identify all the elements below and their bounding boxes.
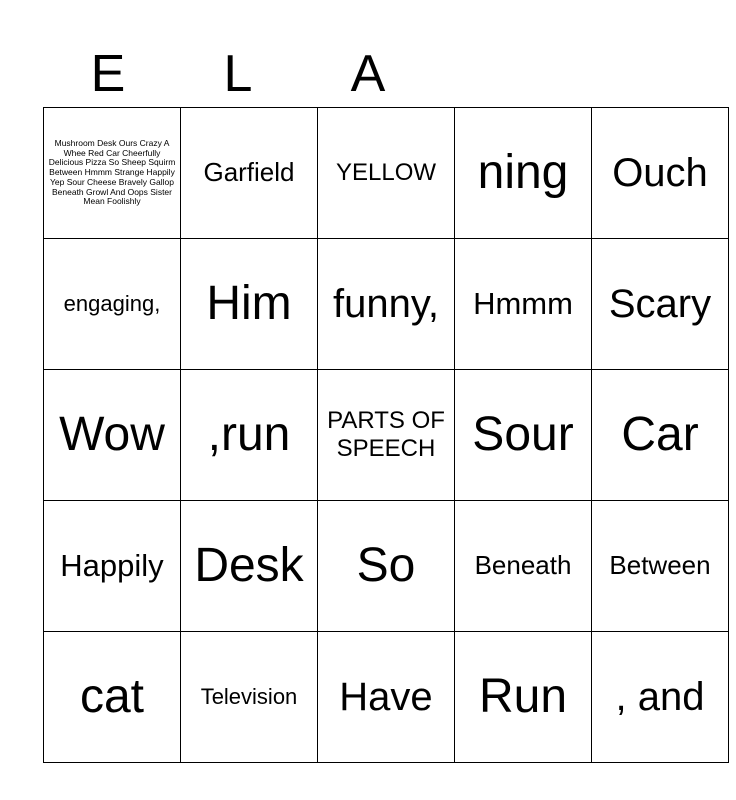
bingo-cell[interactable]: Him — [181, 239, 318, 370]
bingo-cell[interactable]: Scary — [592, 239, 729, 370]
bingo-cell[interactable]: Television — [181, 632, 318, 763]
bingo-cell[interactable]: ning — [455, 108, 592, 239]
header-letter-l: L — [223, 45, 253, 103]
bingo-cell[interactable]: Mushroom Desk Ours Crazy A Whee Red Car Cheerfully Delicious Pizza So Sheep Squirm Between Hmmm Strange Happily Yep Sour Cheese Bravely Gallop Beneath Growl And Oops Sister Mean Foolishly — [44, 108, 181, 239]
bingo-header — [43, 40, 693, 108]
bingo-cell[interactable]: YELLOW — [318, 108, 455, 239]
bingo-cell[interactable]: Happily — [44, 501, 181, 632]
bingo-cell[interactable]: Desk — [181, 501, 318, 632]
bingo-free-space[interactable]: PARTS OF SPEECH — [318, 370, 455, 501]
header-letter-e: E — [90, 45, 126, 103]
bingo-cell[interactable]: cat — [44, 632, 181, 763]
board-row — [44, 108, 729, 239]
bingo-cell[interactable]: ,run — [181, 370, 318, 501]
board-row — [44, 370, 729, 501]
bingo-cell[interactable]: Between — [592, 501, 729, 632]
board-row — [44, 239, 729, 370]
bingo-cell[interactable]: funny, — [318, 239, 455, 370]
bingo-cell[interactable]: So — [318, 501, 455, 632]
bingo-cell[interactable]: Wow — [44, 370, 181, 501]
bingo-cell[interactable]: Car — [592, 370, 729, 501]
board-row — [44, 501, 729, 632]
bingo-cell[interactable]: , and — [592, 632, 729, 763]
header-letter-a: A — [350, 45, 386, 103]
bingo-cell[interactable]: Garfield — [181, 108, 318, 239]
bingo-cell[interactable]: Run — [455, 632, 592, 763]
bingo-cell[interactable]: Beneath — [455, 501, 592, 632]
bingo-board — [43, 107, 729, 763]
bingo-cell[interactable]: Hmmm — [455, 239, 592, 370]
board-row — [44, 632, 729, 763]
bingo-cell[interactable]: Have — [318, 632, 455, 763]
bingo-cell[interactable]: engaging, — [44, 239, 181, 370]
bingo-cell[interactable]: Ouch — [592, 108, 729, 239]
bingo-cell[interactable]: Sour — [455, 370, 592, 501]
